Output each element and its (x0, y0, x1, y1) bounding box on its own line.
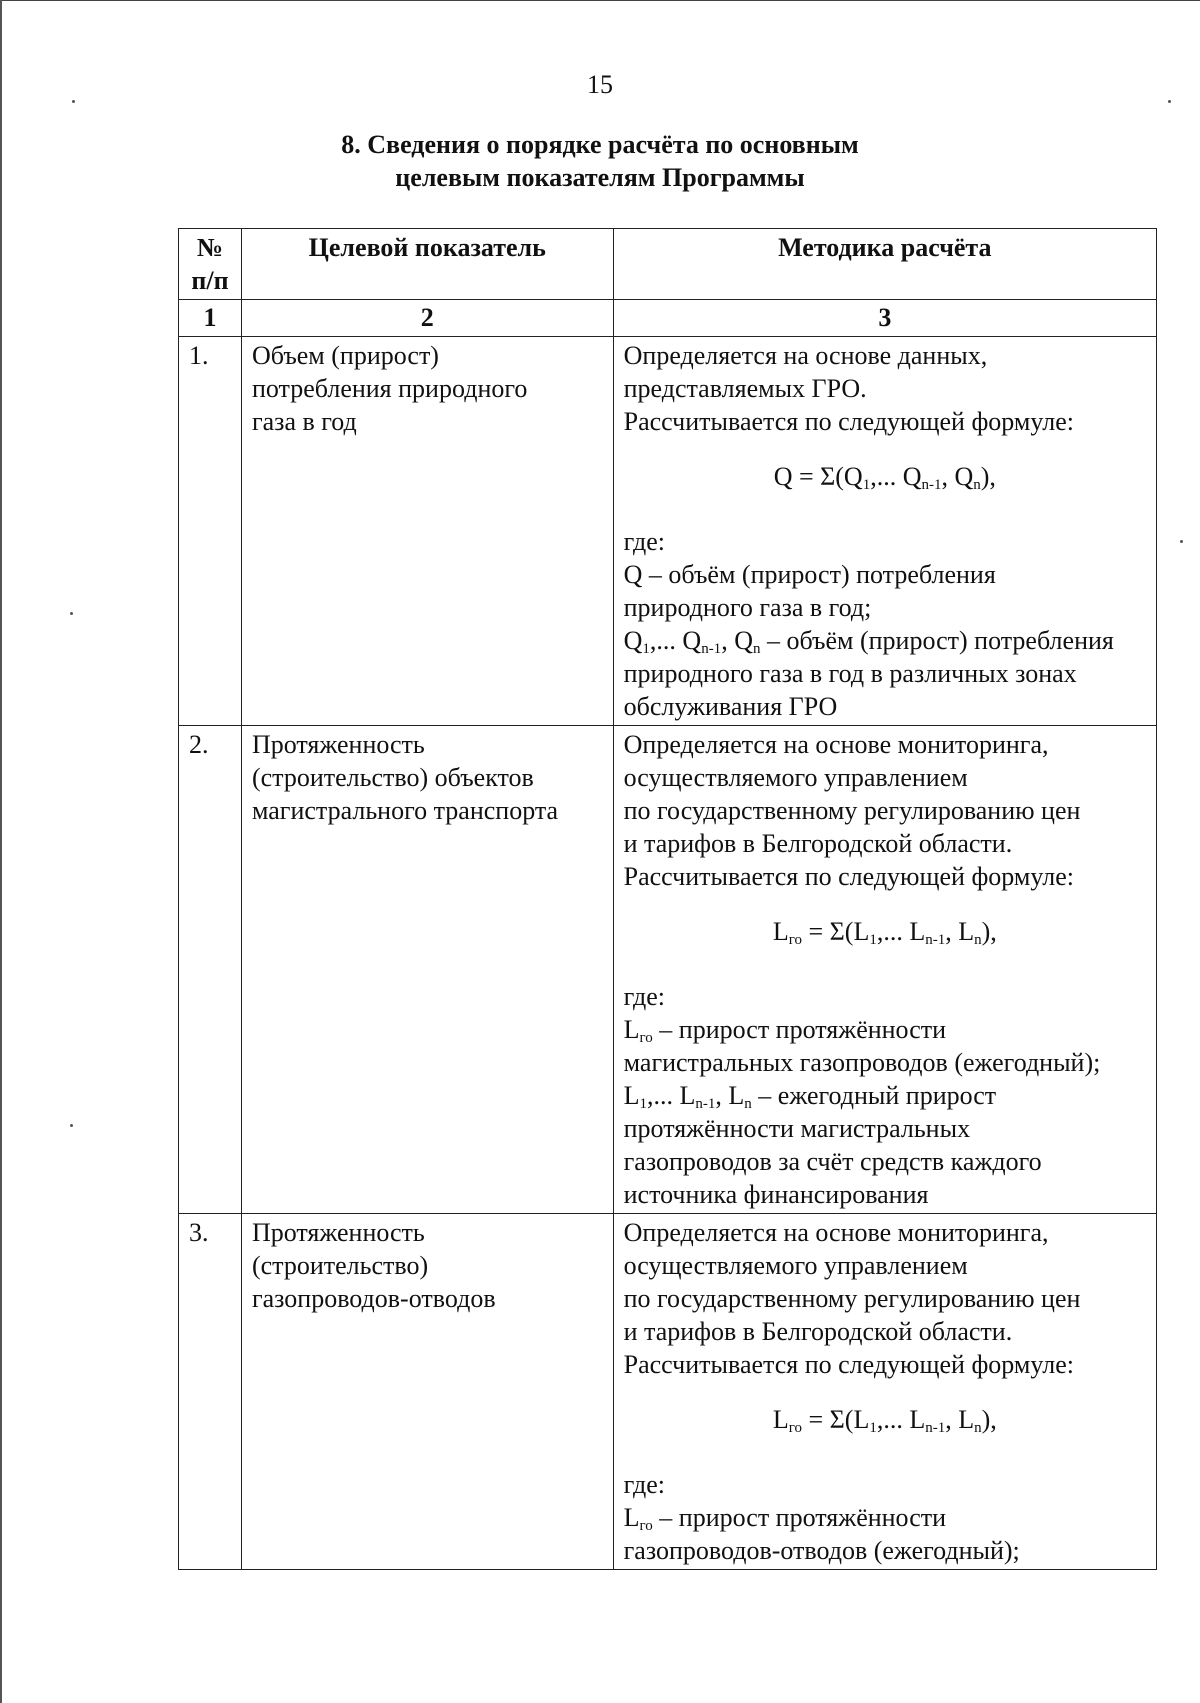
indicator-line: (строительство) (251, 1251, 429, 1280)
method-line: и тарифов в Белгородской области. (623, 1317, 1013, 1346)
method-line: представляемых ГРО. (623, 374, 867, 403)
indicators-table (178, 228, 1157, 1570)
indicator-line: Протяженность (251, 1218, 425, 1247)
method-cell (613, 337, 1156, 726)
where-label: где: (623, 982, 665, 1011)
page-title-line-2: целевым показателям Программы (395, 163, 805, 192)
method-line: Рассчитывается по следующей формуле: (623, 1350, 1074, 1379)
indicator-line: газа в год (251, 407, 357, 436)
scan-speck (1180, 540, 1183, 543)
definition-line: природного газа в год в различных зонах (623, 659, 1077, 688)
definition-line: $L_{го}$ – прирост протяжённости (623, 1015, 947, 1046)
definition-line: магистральных газопроводов (ежегодный); (623, 1048, 1101, 1077)
method-line: Определяется на основе мониторинга, (623, 730, 1049, 759)
table-row (179, 1214, 1157, 1570)
scan-speck (72, 100, 75, 103)
where-label: где: (623, 1470, 665, 1499)
header-method (613, 229, 1156, 300)
indicator-line: (строительство) объектов (251, 763, 534, 792)
where-label: где: (623, 527, 665, 556)
indicator-cell (241, 337, 613, 726)
definition-line: природного газа в год; (623, 593, 872, 622)
row-number: 2. (179, 726, 242, 1214)
method-line: по государственному регулированию цен (623, 796, 1081, 825)
scan-speck (1168, 100, 1171, 103)
definition-line: $L_1$,... $L_{n-1}$, $L_n$ – ежегодный прирост (623, 1081, 997, 1112)
page-number: 15 (587, 70, 613, 99)
indicator-cell (241, 1214, 613, 1570)
method-line: Рассчитывается по следующей формуле: (623, 407, 1074, 436)
column-number-cell: 2 (241, 300, 613, 337)
method-line: осуществляемого управлением (623, 1251, 968, 1280)
method-line: и тарифов в Белгородской области. (623, 829, 1013, 858)
method-line: Рассчитывается по следующей формуле: (623, 862, 1074, 891)
header-indicator-label: Целевой показатель (308, 233, 546, 262)
definition-line: Q – объём (прирост) потребления (623, 560, 996, 589)
formula: $Q = \Sigma(Q_1$,... $Q_{n-1}$, $Q_n$), (773, 462, 996, 493)
method-line: Определяется на основе мониторинга, (623, 1218, 1049, 1247)
definition-line: $Q_1$,... $Q_{n-1}$, $Q_n$ – объём (прирост) потребления (623, 626, 1114, 657)
method-cell (613, 1214, 1156, 1570)
header-number (179, 229, 242, 300)
table-row (179, 337, 1157, 726)
definition-line: обслуживания ГРО (623, 692, 838, 721)
definition-line: газопроводов-отводов (ежегодный); (623, 1536, 1020, 1565)
indicator-line: магистрального транспорта (251, 796, 559, 825)
formula: $L_{го} = \Sigma(L_1$,... $L_{n-1}$, $L_n$), (772, 917, 997, 948)
indicator-line: Объем (прирост) (251, 341, 439, 370)
header-method-label: Методика расчёта (778, 233, 992, 262)
indicator-line: Протяженность (251, 730, 425, 759)
header-indicator (241, 229, 613, 300)
definition-line: $L_{го}$ – прирост протяжённости (623, 1503, 947, 1534)
method-cell (613, 726, 1156, 1214)
indicator-cell (241, 726, 613, 1214)
method-line: осуществляемого управлением (623, 763, 968, 792)
column-number-cell: 1 (179, 300, 242, 337)
row-number: 3. (179, 1214, 242, 1570)
table-row (179, 726, 1157, 1214)
column-number-row (179, 300, 1157, 337)
method-line: Определяется на основе данных, (623, 341, 988, 370)
indicator-line: потребления природного (251, 374, 528, 403)
table-header-row (179, 229, 1157, 300)
indicator-line: газопроводов-отводов (251, 1284, 496, 1313)
formula: $L_{го} = \Sigma(L_1$,... $L_{n-1}$, $L_n$), (772, 1405, 997, 1436)
column-number-cell: 3 (613, 300, 1156, 337)
scan-top-edge (0, 0, 1200, 1)
definition-line: источника финансирования (623, 1180, 929, 1209)
header-number-label: № п/п (191, 233, 229, 295)
page-title (0, 128, 1200, 194)
scan-speck (70, 612, 73, 615)
scan-left-edge (0, 0, 2, 1703)
row-number: 1. (179, 337, 242, 726)
scan-speck (70, 1124, 73, 1127)
method-line: по государственному регулированию цен (623, 1284, 1081, 1313)
definition-line: газопроводов за счёт средств каждого (623, 1147, 1042, 1176)
definition-line: протяжённости магистральных (623, 1114, 971, 1143)
page-title-line-1: 8. Сведения о порядке расчёта по основным (341, 130, 859, 159)
